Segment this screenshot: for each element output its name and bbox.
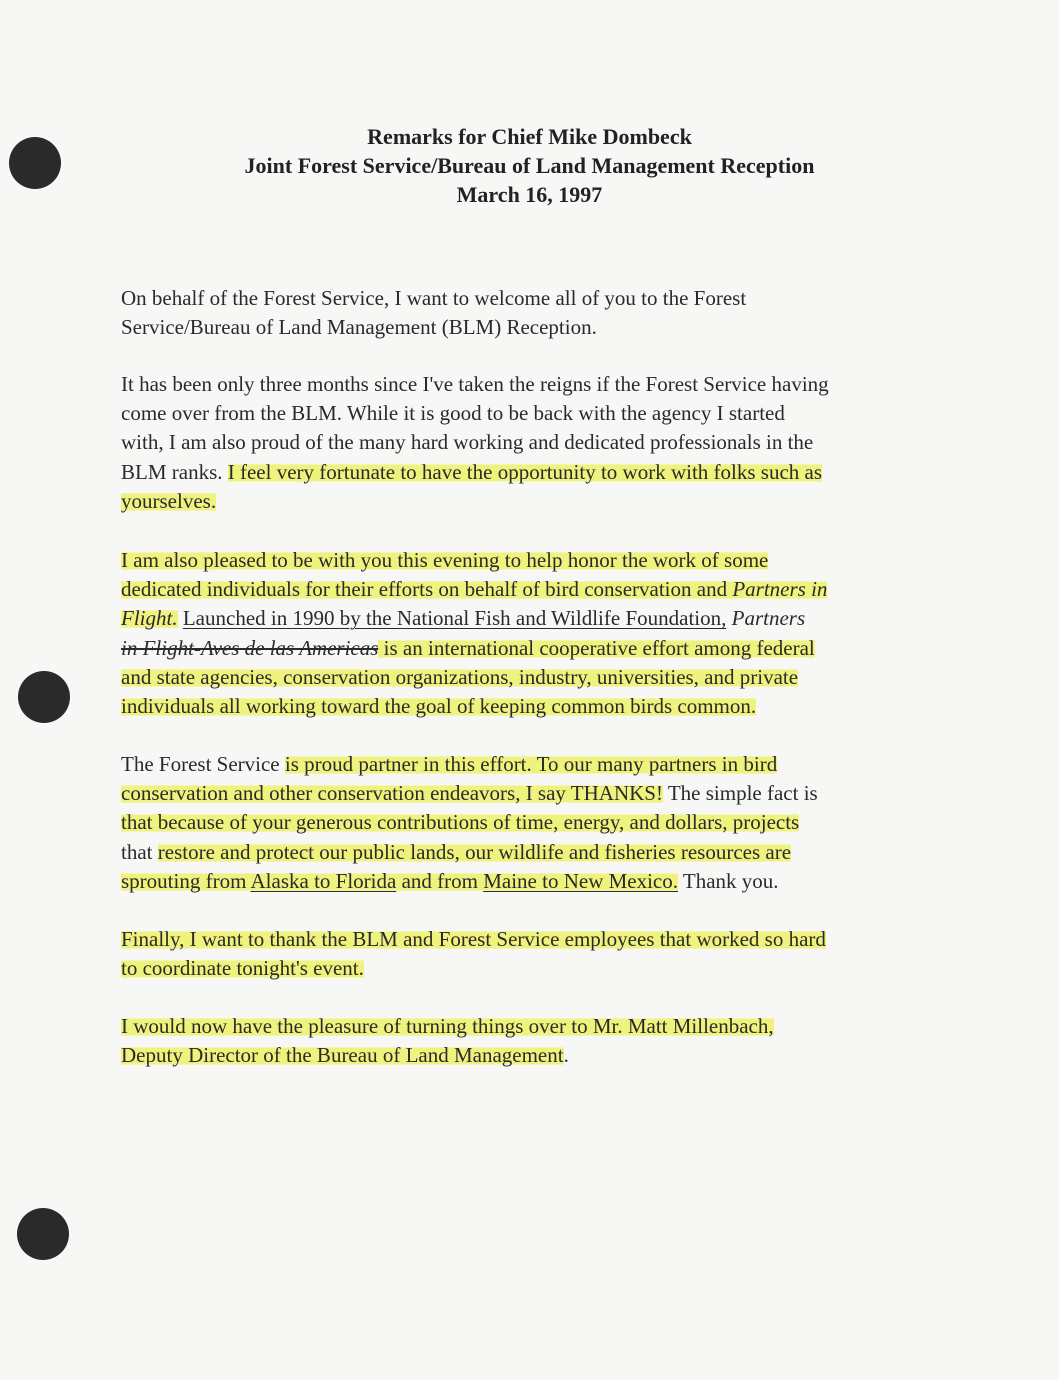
highlighted-text: sprouting from <box>121 868 251 893</box>
text-line <box>121 954 951 983</box>
paragraph-partners-in-flight <box>121 546 951 721</box>
highlighted-text: is proud partner in this effort. To our many partners in bird <box>284 752 778 776</box>
highlighted-text: yourselves. <box>121 488 217 513</box>
highlighted-text: Deputy Director of the Bureau of Land Management <box>121 1043 564 1068</box>
highlighted-text: restore and protect our public lands, our wildlife and fisheries resources are <box>157 839 792 864</box>
highlighted-text: I would now have the pleasure of turning things over to Mr. Matt Millenbach, <box>121 1014 774 1038</box>
text-run: The Forest Service <box>121 752 285 776</box>
paragraph-closing <box>121 1012 951 1070</box>
text-line <box>121 808 951 837</box>
text-run: . <box>563 1043 569 1068</box>
text-line <box>121 1041 951 1070</box>
header-date: March 16, 1997 <box>456 182 603 207</box>
highlighted-text: is an international cooperative effort among federal <box>378 635 815 660</box>
text-line: It has been only three months since I've taken the reigns if the Forest Service having <box>121 372 829 396</box>
paragraph-employees <box>121 925 951 983</box>
underlined-text: Launched in 1990 by the National Fish and Wildlife Foundation, <box>182 606 727 631</box>
highlighted-text: and from <box>396 868 484 893</box>
document-header <box>0 122 1059 209</box>
header-title: Remarks for Chief Mike Dombeck <box>367 124 692 149</box>
text-line <box>121 1012 951 1041</box>
paragraph-thanks <box>121 750 951 896</box>
text-line: Service/Bureau of Land Management (BLM) Reception. <box>121 315 597 340</box>
text-run: Thank you. <box>678 868 779 893</box>
binder-hole-middle <box>18 671 70 723</box>
highlighted-text: that because of your generous contributions of time, energy, and dollars, projects <box>121 810 800 835</box>
text-line <box>121 663 951 692</box>
highlighted-text: conservation and other conservation endeavors, I say THANKS! <box>121 781 663 806</box>
highlighted-text: Finally, I want to thank the BLM and Forest Service employees that worked so hard <box>121 927 826 951</box>
header-event: Joint Forest Service/Bureau of Land Management Reception <box>244 153 815 178</box>
text-run: The simple fact is <box>662 781 818 806</box>
highlighted-text: I feel very fortunate to have the opportunity to work with folks such as <box>227 459 823 484</box>
highlighted-text: I am also pleased to be with you this evening to help honor the work of some <box>121 548 769 572</box>
text-line <box>121 487 951 516</box>
text-run: BLM ranks. <box>121 459 228 484</box>
text-line <box>121 604 951 633</box>
underlined-highlighted-text: Alaska to Florida <box>250 868 397 893</box>
struck-through-text: in Flight-Aves de las Americas <box>121 635 379 660</box>
text-line <box>121 867 951 896</box>
text-line <box>121 750 951 779</box>
underlined-highlighted-text: Maine to New Mexico. <box>483 868 679 893</box>
text-line: come over from the BLM. While it is good to be back with the agency I started <box>121 401 785 426</box>
binder-hole-bottom <box>17 1208 69 1260</box>
text-run: that <box>121 839 158 864</box>
text-line: with, I am also proud of the many hard working and dedicated professionals in the <box>121 430 814 455</box>
text-line <box>121 838 951 867</box>
paragraph-welcome <box>121 284 951 342</box>
text-line <box>121 546 951 575</box>
paragraph-three-months <box>121 370 951 516</box>
text-line <box>121 925 951 954</box>
text-line: On behalf of the Forest Service, I want to welcome all of you to the Forest <box>121 286 747 310</box>
text-line <box>121 575 951 604</box>
italic-text: Partners <box>726 606 806 631</box>
highlighted-text: to coordinate tonight's event. <box>121 956 364 981</box>
highlighted-italic-text: Flight. <box>121 606 178 631</box>
highlighted-text: dedicated individuals for their efforts on behalf of bird conservation and <box>121 577 733 602</box>
highlighted-italic-text: Partners in <box>732 577 828 602</box>
text-line <box>121 692 951 721</box>
highlighted-text: and state agencies, conservation organizations, industry, universities, and private <box>121 664 799 689</box>
highlighted-text: individuals all working toward the goal of keeping common birds common. <box>121 694 757 719</box>
text-line <box>121 779 951 808</box>
text-line <box>121 458 951 487</box>
text-line <box>121 634 951 663</box>
